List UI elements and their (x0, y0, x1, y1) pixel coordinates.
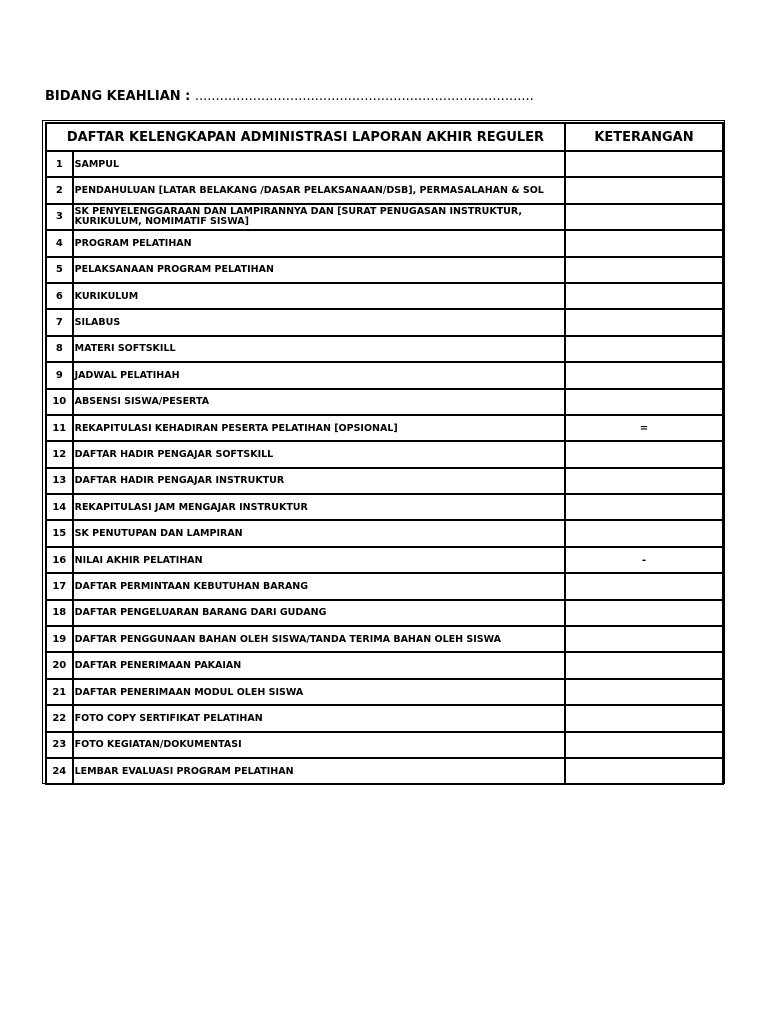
table-row (46, 547, 723, 573)
row-keterangan: = (565, 415, 723, 441)
header-title: DAFTAR KELENGKAPAN ADMINISTRASI LAPORAN AKHIR REGULER (46, 123, 565, 151)
row-item: REKAPITULASI JAM MENGAJAR INSTRUKTUR (73, 494, 565, 520)
row-keterangan (565, 283, 723, 309)
row-number: 19 (46, 626, 73, 652)
table-row (46, 494, 723, 520)
row-item: SAMPUL (73, 151, 565, 177)
table-row (46, 177, 723, 203)
bidang-keahlian-field (45, 89, 534, 104)
row-keterangan (565, 362, 723, 388)
row-item: REKAPITULASI KEHADIRAN PESERTA PELATIHAN [OPSIONAL] (73, 415, 565, 441)
row-item: DAFTAR PENGELUARAN BARANG DARI GUDANG (73, 600, 565, 626)
row-item: DAFTAR HADIR PENGAJAR SOFTSKILL (73, 441, 565, 467)
row-keterangan (565, 309, 723, 335)
table-row (46, 362, 723, 388)
row-keterangan (565, 573, 723, 599)
table-row (46, 389, 723, 415)
row-number: 14 (46, 494, 73, 520)
row-keterangan (565, 520, 723, 546)
row-number: 22 (46, 705, 73, 731)
row-keterangan (565, 494, 723, 520)
table-row (46, 336, 723, 362)
row-number: 7 (46, 309, 73, 335)
table-row (46, 283, 723, 309)
row-number: 15 (46, 520, 73, 546)
table-row (46, 758, 723, 784)
row-item: DAFTAR PERMINTAAN KEBUTUHAN BARANG (73, 573, 565, 599)
table-row (46, 309, 723, 335)
row-keterangan (565, 600, 723, 626)
row-item: PROGRAM PELATIHAN (73, 230, 565, 256)
table-row (46, 441, 723, 467)
row-number: 6 (46, 283, 73, 309)
row-number: 23 (46, 732, 73, 758)
table-row (46, 520, 723, 546)
row-item: DAFTAR PENGGUNAAN BAHAN OLEH SISWA/TANDA TERIMA BAHAN OLEH SISWA (73, 626, 565, 652)
row-keterangan (565, 177, 723, 203)
table-row (46, 573, 723, 599)
row-item: FOTO KEGIATAN/DOKUMENTASI (73, 732, 565, 758)
row-item: DAFTAR PENERIMAAN MODUL OLEH SISWA (73, 679, 565, 705)
table-row (46, 626, 723, 652)
row-item: NILAI AKHIR PELATIHAN (73, 547, 565, 573)
row-number: 12 (46, 441, 73, 467)
table-row (46, 679, 723, 705)
field-label: BIDANG KEAHLIAN : (45, 89, 191, 104)
checklist-table (45, 122, 724, 785)
table-row (46, 600, 723, 626)
row-keterangan (565, 151, 723, 177)
table-row (46, 468, 723, 494)
row-item: FOTO COPY SERTIFIKAT PELATIHAN (73, 705, 565, 731)
row-item: SK PENUTUPAN DAN LAMPIRAN (73, 520, 565, 546)
row-number: 20 (46, 652, 73, 678)
row-keterangan (565, 257, 723, 283)
row-number: 24 (46, 758, 73, 784)
row-number: 2 (46, 177, 73, 203)
row-item: LEMBAR EVALUASI PROGRAM PELATIHAN (73, 758, 565, 784)
checklist-sheet (42, 120, 725, 784)
row-number: 9 (46, 362, 73, 388)
row-keterangan (565, 626, 723, 652)
row-item: PENDAHULUAN [LATAR BELAKANG /DASAR PELAKSANAAN/DSB], PERMASALAHAN & SOL (73, 177, 565, 203)
row-item: PELAKSANAAN PROGRAM PELATIHAN (73, 257, 565, 283)
row-keterangan (565, 705, 723, 731)
row-keterangan (565, 679, 723, 705)
table-row (46, 652, 723, 678)
row-number: 1 (46, 151, 73, 177)
row-number: 8 (46, 336, 73, 362)
row-keterangan (565, 468, 723, 494)
row-number: 10 (46, 389, 73, 415)
row-keterangan (565, 336, 723, 362)
table-header-row (46, 123, 723, 151)
row-keterangan (565, 230, 723, 256)
row-keterangan (565, 204, 723, 230)
row-item: SK PENYELENGGARAAN DAN LAMPIRANNYA DAN [SURAT PENUGASAN INSTRUKTUR, KURIKULUM, NOMIMATIF SISWA] (73, 204, 565, 230)
table-row (46, 151, 723, 177)
field-blank-line: .................................................................................. (194, 89, 534, 104)
row-number: 5 (46, 257, 73, 283)
row-keterangan: - (565, 547, 723, 573)
row-number: 3 (46, 204, 73, 230)
row-number: 13 (46, 468, 73, 494)
row-item: ABSENSI SISWA/PESERTA (73, 389, 565, 415)
row-item: DAFTAR HADIR PENGAJAR INSTRUKTUR (73, 468, 565, 494)
row-number: 4 (46, 230, 73, 256)
header-keterangan: KETERANGAN (565, 123, 723, 151)
row-number: 17 (46, 573, 73, 599)
row-keterangan (565, 758, 723, 784)
row-item: KURIKULUM (73, 283, 565, 309)
table-row (46, 204, 723, 230)
row-item: DAFTAR PENERIMAAN PAKAIAN (73, 652, 565, 678)
row-number: 11 (46, 415, 73, 441)
table-row (46, 705, 723, 731)
row-item: JADWAL PELATIHAH (73, 362, 565, 388)
row-keterangan (565, 652, 723, 678)
row-item: MATERI SOFTSKILL (73, 336, 565, 362)
table-row (46, 257, 723, 283)
row-keterangan (565, 732, 723, 758)
row-number: 21 (46, 679, 73, 705)
row-item: SILABUS (73, 309, 565, 335)
table-row (46, 415, 723, 441)
row-number: 16 (46, 547, 73, 573)
row-keterangan (565, 441, 723, 467)
row-keterangan (565, 389, 723, 415)
table-row (46, 732, 723, 758)
row-number: 18 (46, 600, 73, 626)
table-row (46, 230, 723, 256)
